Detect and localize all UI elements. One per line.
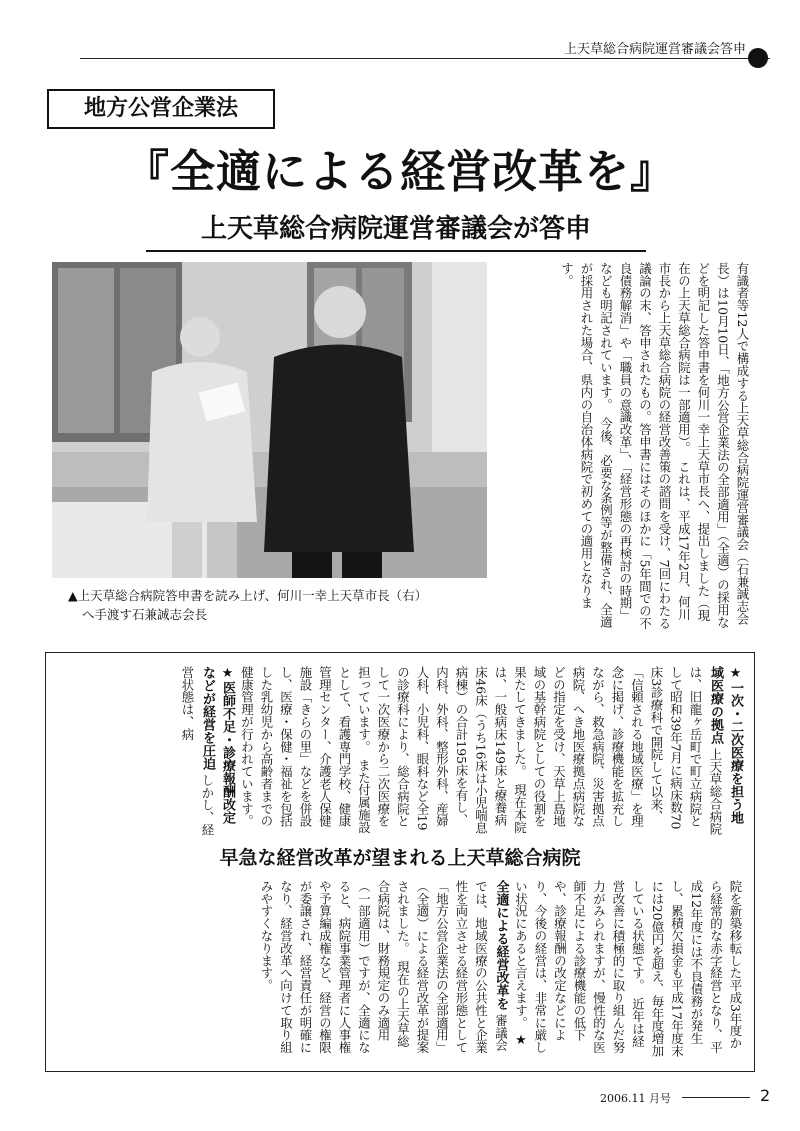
section-heading-doctor-shortage: ★医師不足・診療報酬改定などが経営を圧迫 [200,666,235,824]
box-upper-text [95,666,745,836]
section-body-full-application: 審議会では、地域医療の公共性と企業性を両立させる経営形態として「地方公営企業法の全部適用」（全適）による経営改革が提案されました。 現在の上天草総合病院は、財務規定のみ適用（一部適用）ですが、全適になると、病院事業管理者に人事権や予算編成権など、経営の権限が委譲され、経営責任が明確になり、経営改革へ向けて取り組みやすくなります。 [259,880,509,1054]
section-heading-full-application: ★全適による経営改革を [493,880,529,1048]
section-body-local-hub: 上天草総合病院は、旧龍ヶ岳町で町立病院として昭和39年7月に病床数70床3診療科で開院して以来、「信頼される地域医療」を理念に掲げ、診療機能を拡充しながら、救急病院、災害拠点病院、へき地医療拠点病院などの指定を受け、天草上島地域の基幹病院としての役割を果たしてきました。 現在本院は、一般病床149床と療養病床46床（うち16床は小児喘息病棟）の合計195床を有し、内科、外科、整形外科、産婦人科、小児科、眼科など全19の診療科により、総合病院として一次医療から二次医療を担っています。 また付属施設として、看護専門学校、健康管理センター、介護老人保健施設「きらの里」などを併設し、医療・保健・福祉を包括した乳幼児から高齢者までの健康管理が行われています。 [239,666,723,835]
box-lower-text [95,880,745,1058]
footer-rule [682,1097,750,1098]
section-body-doctor-shortage: しかし、経営状態は、病 [180,666,215,836]
box-title: 早急な経営改革が望まれる上天草総合病院 [150,845,650,871]
issue-date: 2006.11 月号 [600,1092,671,1105]
subheadline: 上天草総合病院運営審議会が答申 [146,210,646,252]
running-head [40,38,768,62]
section-body-doctor-shortage-cont: 院を新築移転した平成3年度から経常的な赤字経営となり、平成12年度には不良債務が発生し、累積欠損金も平成17年度末には20億円を超え、毎年度増加している状態です。 近年は経営改善に積極的に取り組んだ努力がみられますが、慢性的な医師不足による診療機能の低下や、診療報酬の改定などにより、今後の経営は、非常に厳しい状況にあると言えます。 [513,880,743,1057]
running-head-rule [80,58,770,59]
caption-line-1: ▲上天草総合病院答申書を読み上げ、何川一幸上天草市長（右） [68,588,428,603]
running-head-text: 上天草総合病院運営審議会答申 [563,42,746,57]
news-photo [52,262,487,578]
category-tag: 地方公営企業法 [47,89,275,129]
page-number: 2 [760,1086,771,1105]
page-footer [600,1088,780,1108]
section-heading-local-hub: ★一次・二次医療を担う地域医療の拠点 [708,666,743,824]
headline: 『全適による経営改革を』 [123,145,676,198]
bullet-dot-icon [748,48,768,68]
photo-illustration [52,262,487,578]
lead-paragraph: 有識者等12人で構成する上天草総合病院運営審議会（石兼誠志会長）は10月10日、「地方公営企業法の全部適用」（全適）の採用などを明記した答申書を何川一幸上天草市長へ、提出しました（現在の上天草総合病院は一部適用）。 これは、平成17年2月、何川市長から上天草総合病院の経営改善策の諮問を受け、7回にわたる議論の末、答申されたもの。答申書にはそのほかに「5年間での不良債務解消」や「職員の意識改革」、「経営形態の再検討の時期」なども明記されています。 今後、必要な条例等が整備され、全適が採用された場合、県内の自治体病院で初めての適用となります。 [559,262,750,630]
caption-line-2: へ手渡す石兼誠志会長 [82,607,208,622]
photo-caption [68,586,488,624]
